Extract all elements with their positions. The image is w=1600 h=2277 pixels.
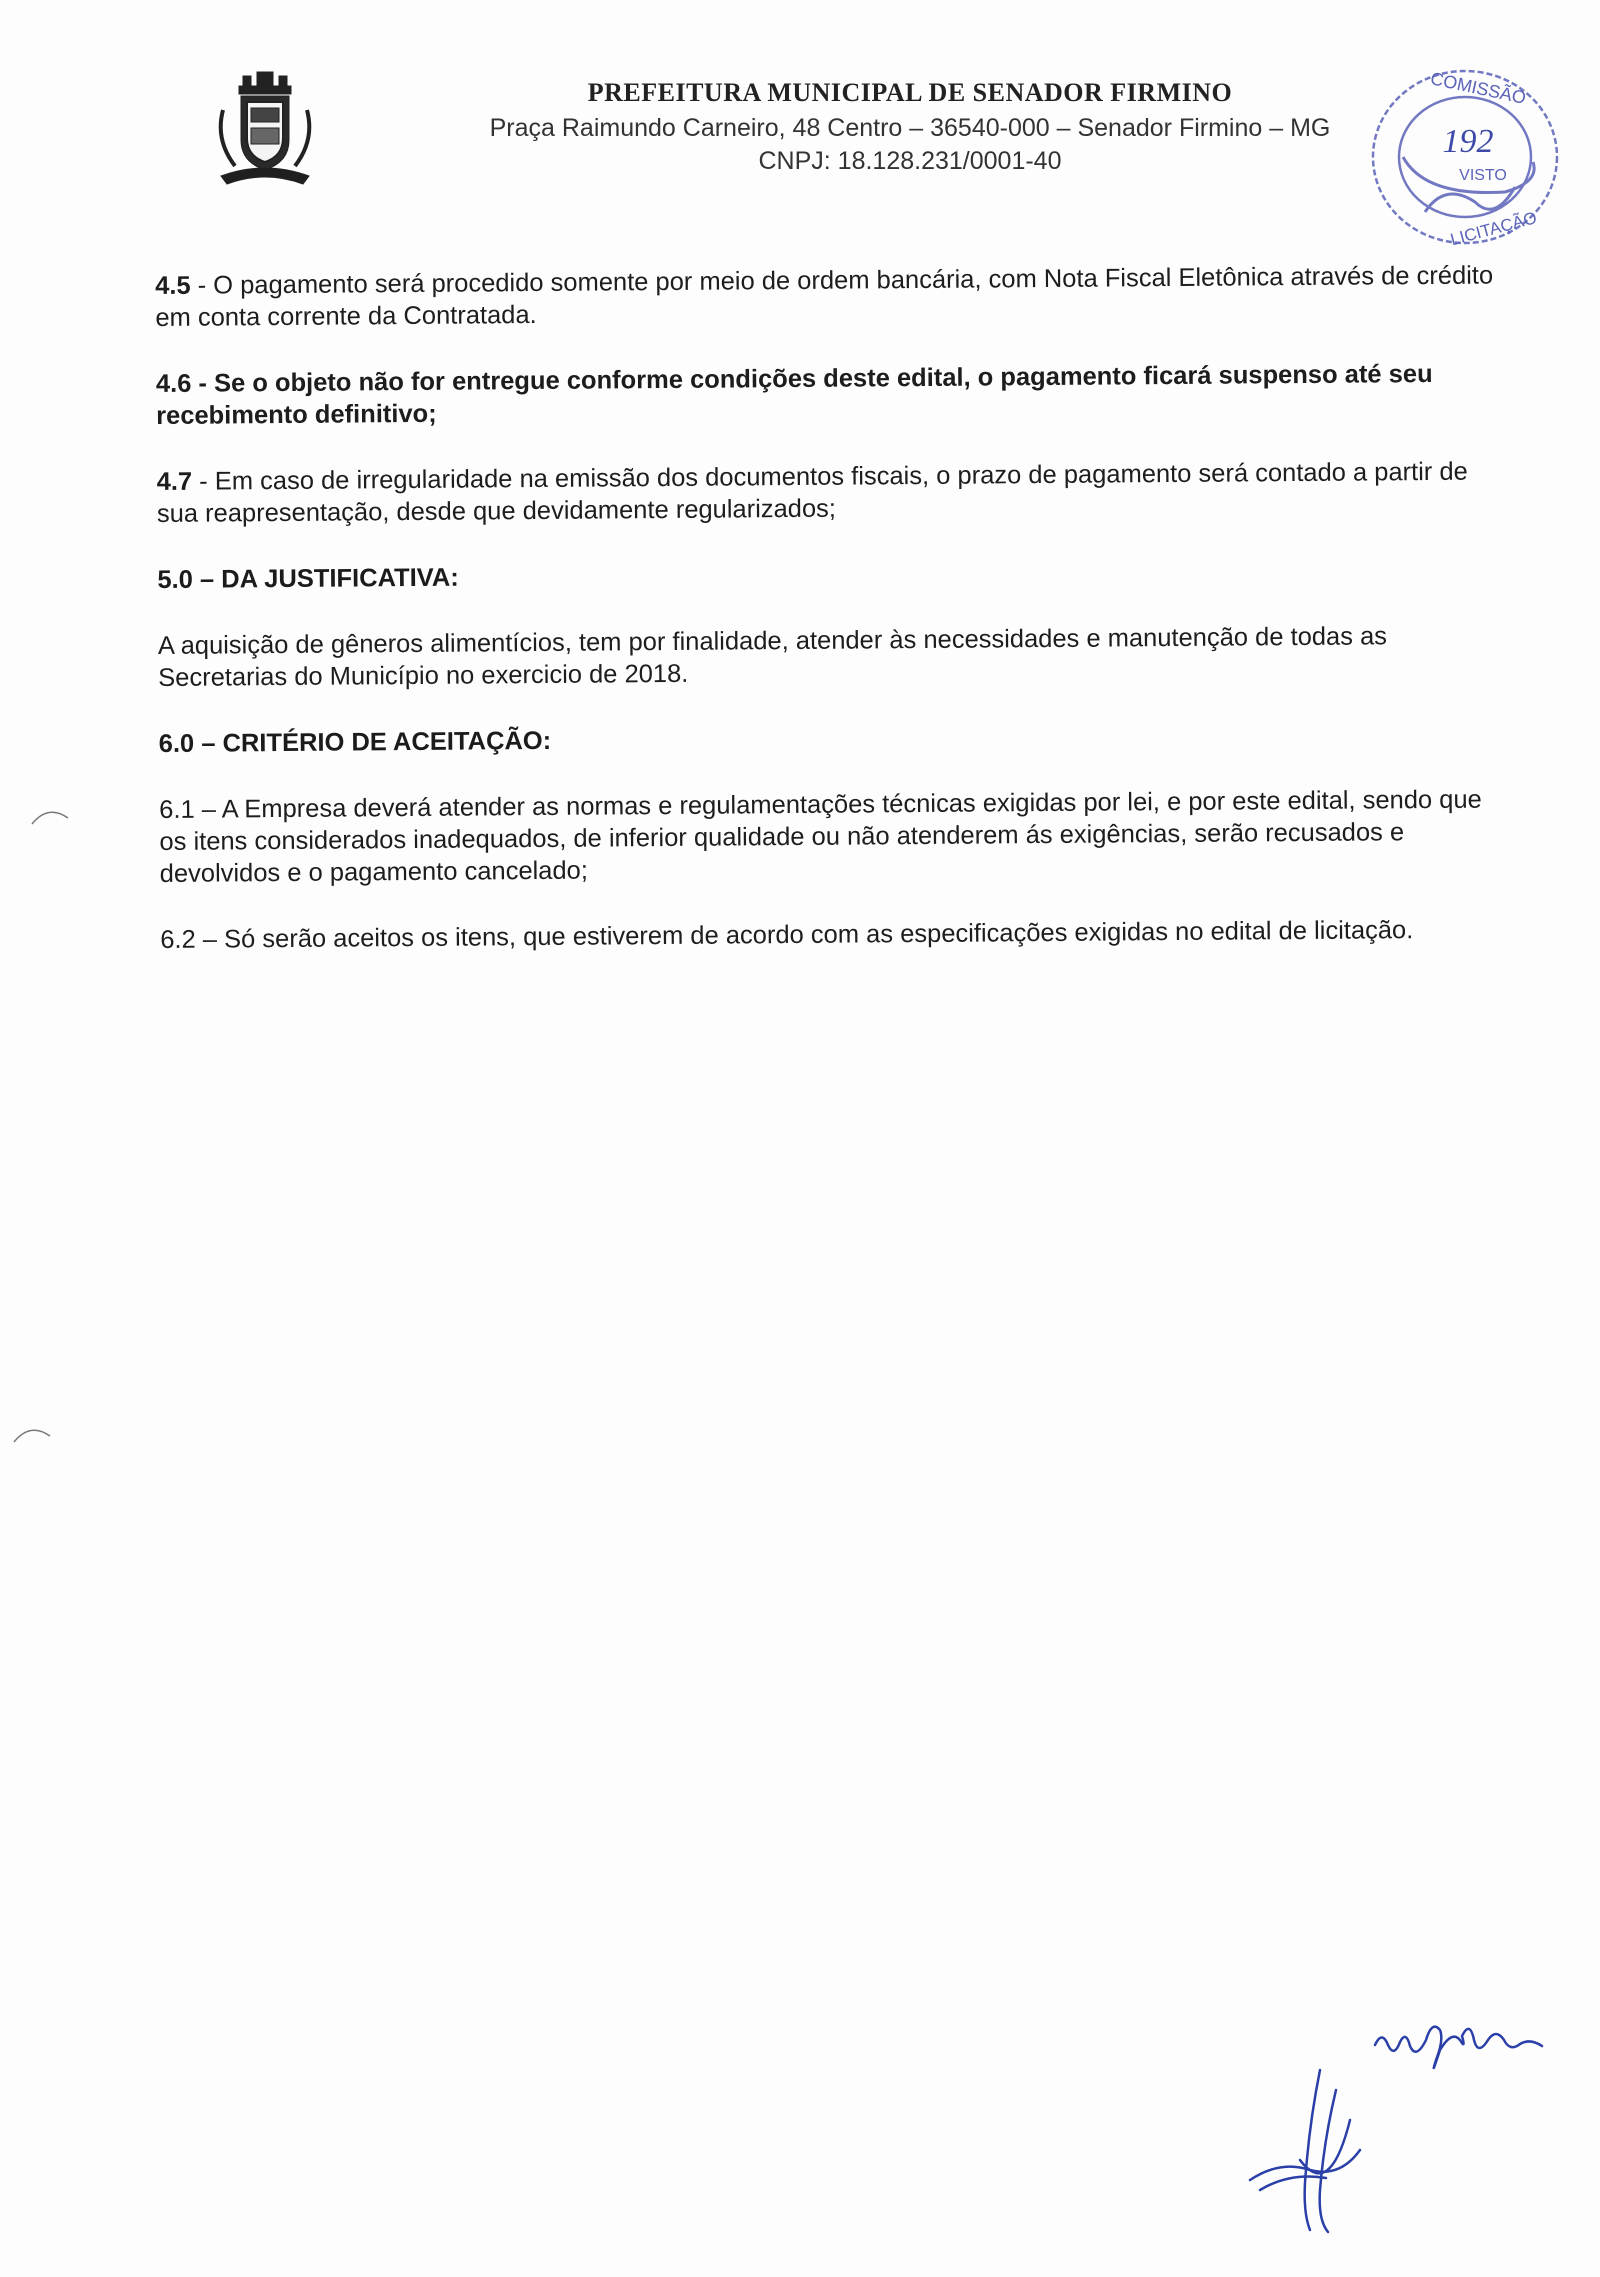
signature-main (1240, 2060, 1390, 2240)
section-heading-justificativa: 5.0 – DA JUSTIFICATIVA: (157, 563, 459, 594)
section-heading-criterio: 6.0 – CRITÉRIO DE ACEITAÇÃO: (158, 726, 552, 758)
stamp-visto: VISTO (1459, 167, 1507, 184)
clause-6-1: 6.1 – A Empresa deverá atender as normas e regulamentações técnicas exigidas por lei, e por este edital, sendo que os itens considerados inadequados, de inferior qualidade ou não atenderem ás exigências, serão recusados e devolvidos e o pagamento cancelado; (159, 785, 1482, 888)
letterhead-title: PREFEITURA MUNICIPAL DE SENADOR FIRMINO (587, 78, 1233, 107)
clause-text: - O pagamento será procedido somente por meio de ordem bancária, com Nota Fiscal Eletônica através de crédito em conta corrente da Contratada. (155, 261, 1494, 332)
clause-number: 4.5 (155, 271, 191, 300)
clause-6-2: 6.2 – Só serão aceitos os itens, que estiverem de acordo com as especificações exigidas no edital de licitação. (160, 916, 1414, 954)
clause-text: - Em caso de irregularidade na emissão dos documentos fiscais, o prazo de pagamento será contado a partir de sua reapresentação, desde que devidamente regularizados; (156, 457, 1468, 528)
letterhead-cnpj: CNPJ: 18.128.231/0001-40 (758, 147, 1062, 175)
stamp-number: 192 (1442, 123, 1494, 160)
signature-initials (1370, 2000, 1550, 2090)
justificativa-text: A aquisição de gêneros alimentícios, tem por finalidade, atender às necessidades e manutenção de todas as Secretarias do Município no exercicio de 2018. (157, 622, 1388, 692)
clause-number: 4.6 (155, 369, 192, 398)
document-body (155, 259, 1501, 990)
stamp-bottom-text: LICITAÇÃO (1448, 208, 1539, 250)
commission-stamp (1365, 62, 1565, 252)
stamp-top-text: COMISSÃO (1428, 68, 1528, 108)
letterhead (420, 78, 1400, 176)
clause-text: - Se o objeto não for entregue conforme condições deste edital, o pagamento ficará suspenso até seu recebimento definitivo; (156, 359, 1433, 430)
municipal-crest-icon (213, 70, 317, 190)
clause-4-7 (157, 455, 1497, 530)
margin-mark-icon (30, 800, 70, 830)
clause-number: 4.7 (156, 467, 193, 496)
margin-mark-icon (12, 1418, 52, 1448)
letterhead-address: Praça Raimundo Carneiro, 48 Centro – 36540-000 – Senador Firmino – MG (489, 114, 1331, 142)
clause-4-5 (155, 259, 1495, 334)
clause-4-6 (156, 357, 1496, 432)
